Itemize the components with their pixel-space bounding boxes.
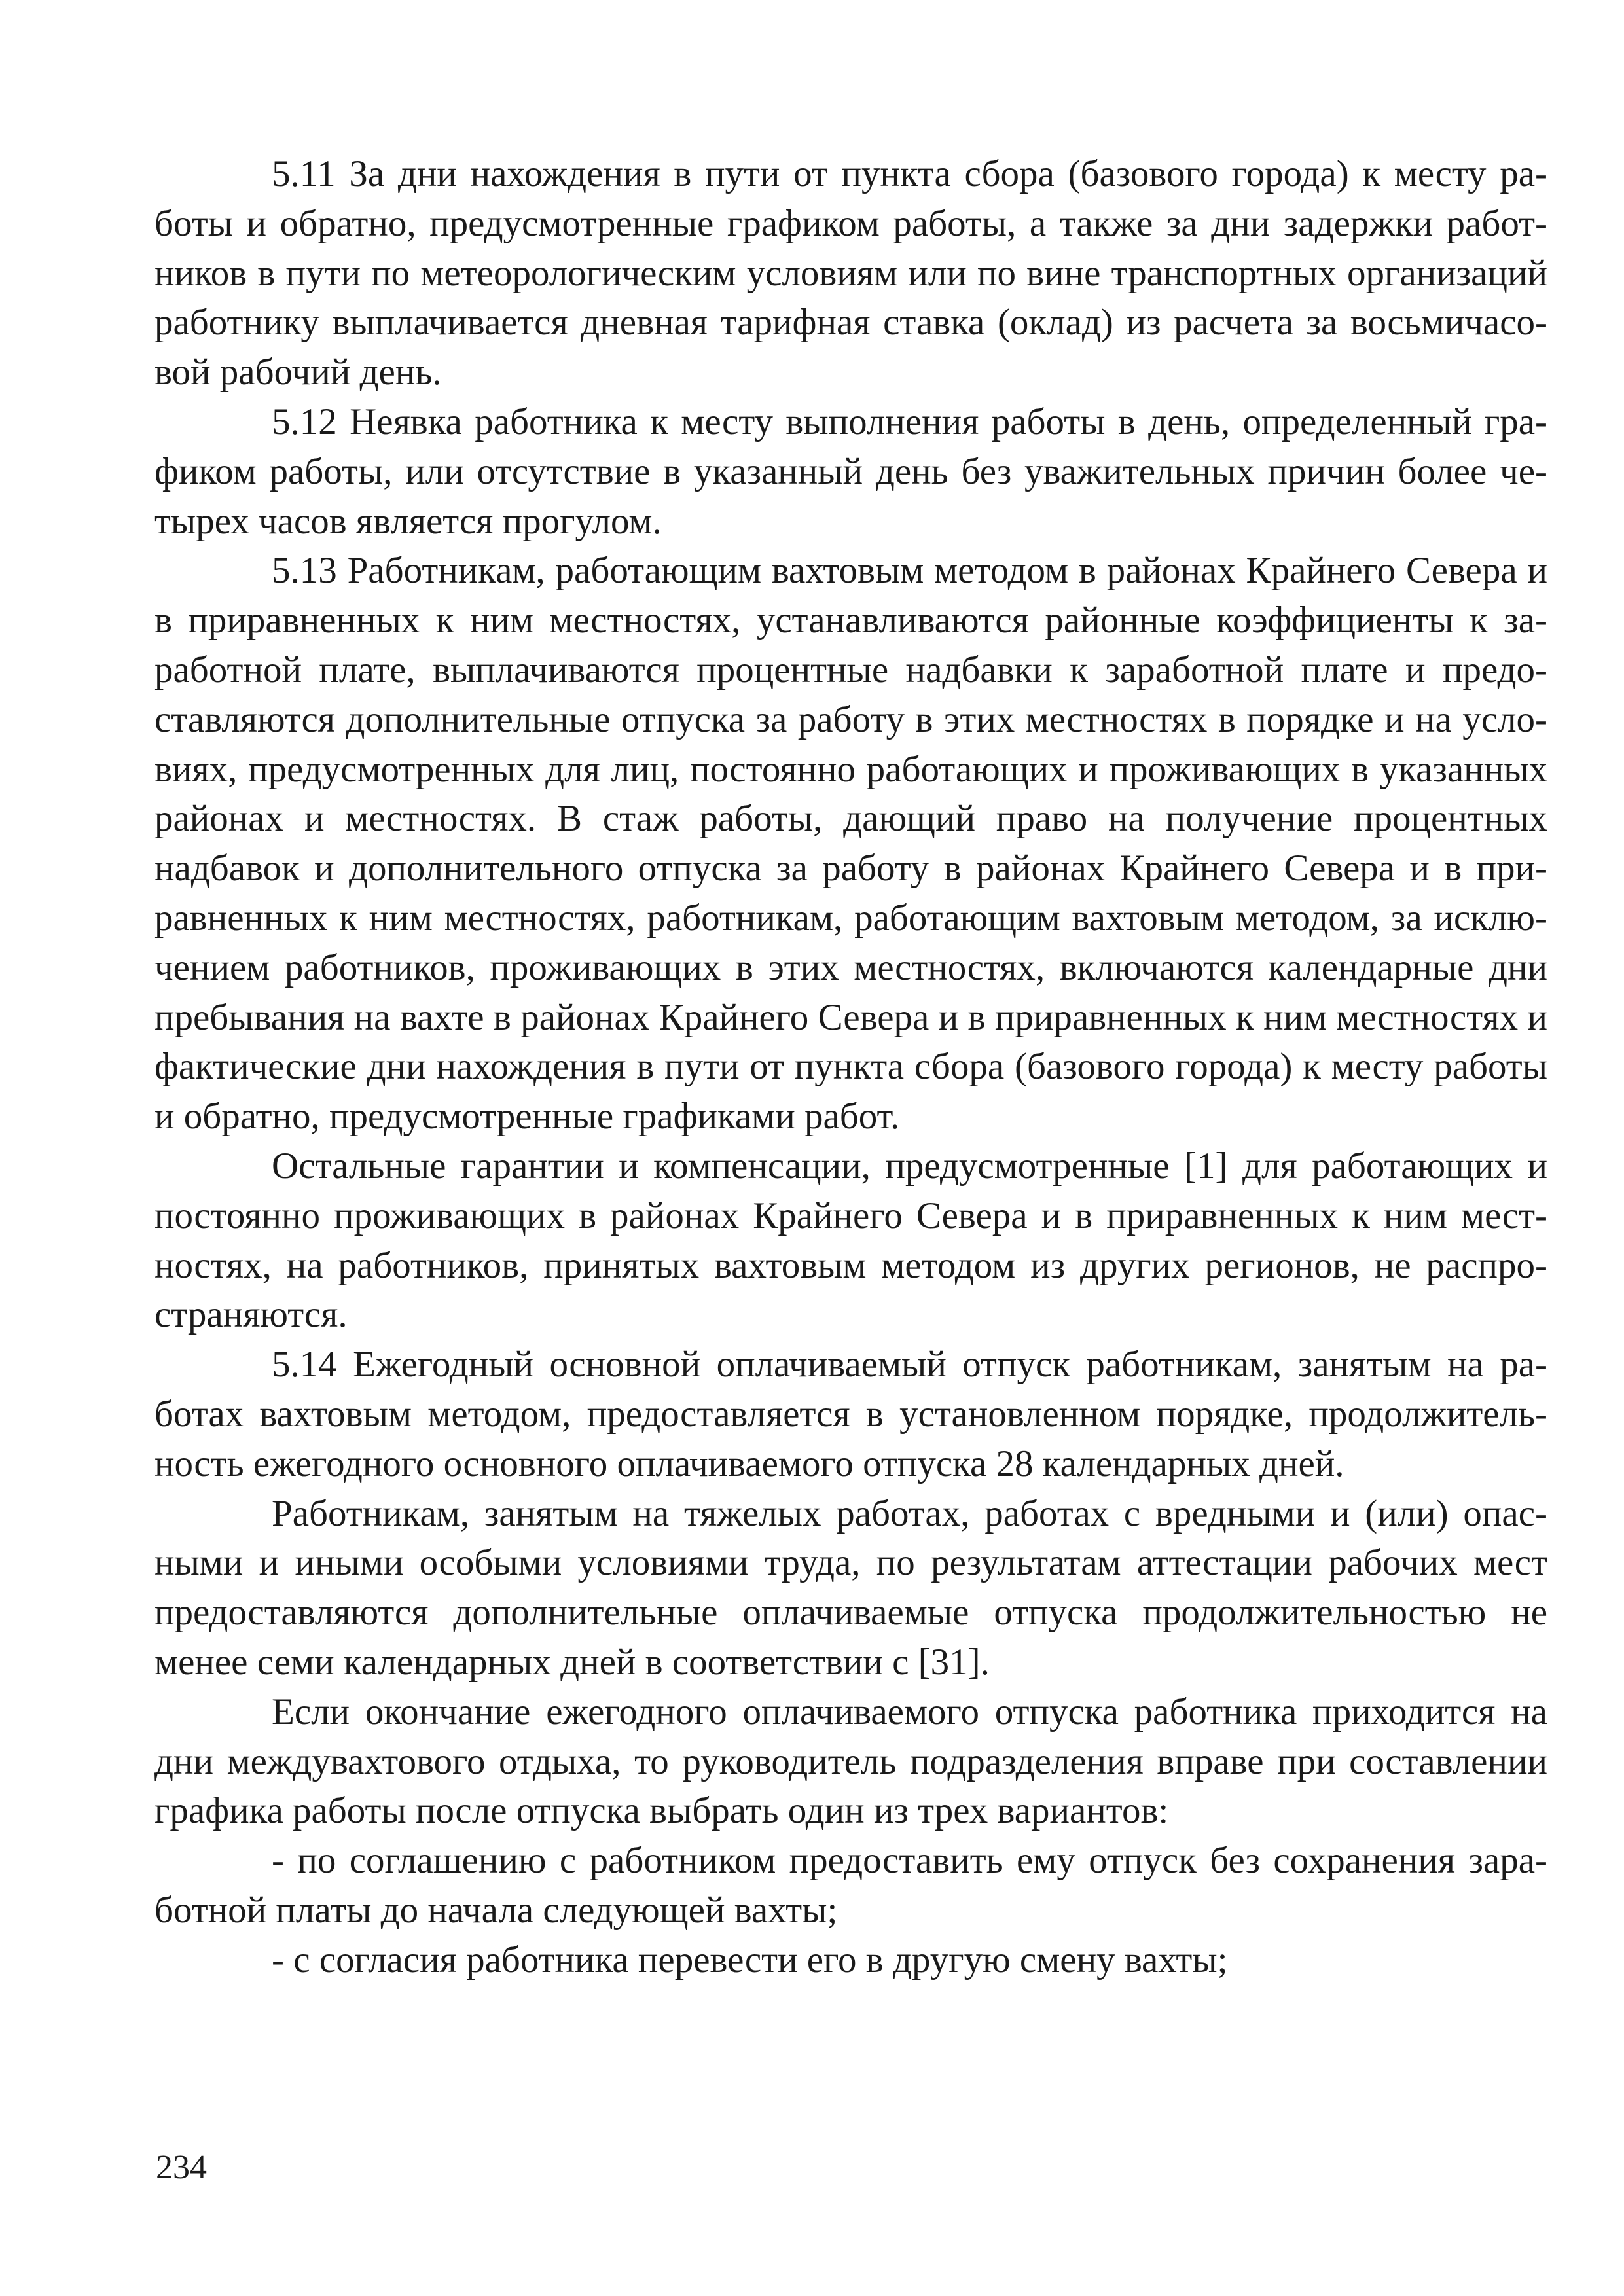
paragraph-leave-end-options: Если окончание ежегодного оплачиваемого отпуска работника приходится на дни междувахтового отдыха, то руководитель подразделения вправе при составлении графика работы после отпуска выбрать один из трех вариантов: bbox=[154, 1691, 1547, 1832]
paragraph-5-13: 5.13 Работникам, работающим вахтовым методом в районах Крайнего Севера и в приравненных к ним местностях, устанавливаются районные коэффициенты к заработной плате, выплачиваются процентные надбавки к заработной плате и предоставляются дополнительные отпуска за работу в этих местностях в порядке и на условиях, предусмотренных для лиц, постоянно работающих и проживающих в указанных районах и местностях. В стаж работы, дающий право на получение процентных надбавок и дополнительного отпуска за работу в районах Крайнего Севера и в приравненных к ним местностях, работникам, работающим вахтовым методом, за исключением работников, проживающих в этих местностях, включаются календарные дни пребывания на вахте в районах Крайнего Севера и в приравненных к ним местностях и фактические дни нахождения в пути от пункта сбора (базового города) к месту работы и обратно, предусмотренные графиками работ. bbox=[154, 550, 1547, 1138]
list-item-shift-transfer: - с согласия работника перевести его в другую смену вахты; bbox=[272, 1939, 1228, 1981]
list-item-unpaid-leave: - по соглашению с работником предоставить ему отпуск без сохранения заработной платы до начала следующей вахты; bbox=[154, 1840, 1547, 1931]
paragraph-5-14: 5.14 Ежегодный основной оплачиваемый отпуск работникам, занятым на работах вахтовым методом, предоставляется в установленном порядке, продолжительность ежегодного основного оплачиваемого отпуска 28 календарных дней. bbox=[154, 1344, 1547, 1484]
paragraph-5-11: 5.11 За дни нахождения в пути от пункта сбора (базового города) к месту работы и обратно, предусмотренные графиком работы, а также за дни задержки работников в пути по метеорологическим условиям или по вине транспортных организаций работнику выплачивается дневная тарифная ставка (оклад) из расчета за восьмичасовой рабочий день. bbox=[154, 153, 1547, 393]
page-number: 234 bbox=[156, 2149, 207, 2186]
paragraph-other-guarantees: Остальные гарантии и компенсации, предусмотренные [1] для работающих и постоянно проживающих в районах Крайнего Севера и в приравненных к ним местностях, на работников, принятых вахтовым методом из других регионов, не распространяются. bbox=[154, 1145, 1547, 1336]
document-body bbox=[154, 149, 1547, 1984]
paragraph-hazardous-work-leave: Работникам, занятым на тяжелых работах, работах с вредными и (или) опасными и иными особыми условиями труда, по результатам аттестации рабочих мест предоставляются дополнительные оплачиваемые отпуска продолжительностью не менее семи календарных дней в соответствии с [31]. bbox=[154, 1492, 1547, 1683]
paragraph-5-12: 5.12 Неявка работника к месту выполнения работы в день, определенный графиком работы, или отсутствие в указанный день без уважительных причин более четырех часов является прогулом. bbox=[154, 401, 1547, 542]
